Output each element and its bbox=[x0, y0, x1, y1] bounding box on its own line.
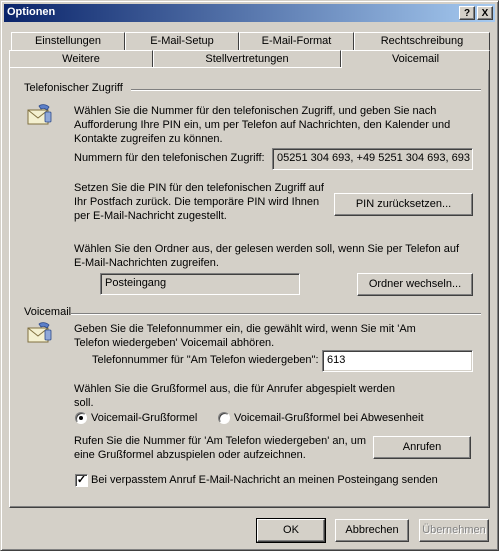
missed-call-checkbox[interactable]: ✓ bbox=[76, 474, 87, 486]
tab-weitere[interactable]: Weitere bbox=[9, 50, 153, 68]
voicemail-heading: Voicemail bbox=[24, 306, 72, 318]
phone-mail-icon bbox=[27, 103, 53, 127]
text-line: E-Mail-Nachrichten zugreifen. bbox=[74, 257, 219, 269]
text-line: Wählen Sie die Nummer für den telefonischen Zugriff, und geben Sie nach bbox=[74, 105, 437, 117]
help-icon: ? bbox=[463, 8, 471, 19]
section-divider bbox=[131, 89, 481, 91]
call-text bbox=[74, 434, 366, 462]
text-line: Ihr Postfach zurück. Die temporäre PIN wird Ihnen bbox=[74, 196, 320, 208]
text-line: per E-Mail-Nachricht zugestellt. bbox=[74, 210, 227, 222]
reset-pin-button[interactable]: PIN zurücksetzen... bbox=[334, 193, 473, 216]
ok-button[interactable]: OK bbox=[257, 519, 325, 542]
text-line: Telefon wiedergeben' Voicemail abhören. bbox=[74, 337, 275, 349]
tab-rechtschreibung[interactable]: Rechtschreibung bbox=[354, 32, 490, 50]
text-line: Kontakte zugreifen zu können. bbox=[74, 133, 223, 145]
play-phone-label: Telefonnummer für "Am Telefon wiedergeben": bbox=[92, 354, 319, 366]
text-line: Aufforderung Ihre PIN ein, um per Telefon auf Nachrichten, den Kalender und bbox=[74, 119, 451, 131]
phone-access-heading: Telefonischer Zugriff bbox=[24, 82, 123, 94]
cancel-button[interactable]: Abbrechen bbox=[335, 519, 409, 542]
folder-text bbox=[74, 242, 459, 270]
text-line: soll. bbox=[74, 397, 94, 409]
section-divider bbox=[71, 313, 481, 315]
greeting-text bbox=[74, 382, 395, 410]
tab-email-setup[interactable]: E-Mail-Setup bbox=[125, 32, 239, 50]
tab-stellvertretungen[interactable]: Stellvertretungen bbox=[153, 50, 341, 68]
folder-field: Posteingang bbox=[100, 273, 300, 295]
help-button[interactable] bbox=[459, 6, 475, 20]
access-numbers-label: Nummern für den telefonischen Zugriff: bbox=[74, 152, 265, 164]
window-title: Optionen bbox=[7, 6, 56, 18]
change-folder-button[interactable]: Ordner wechseln... bbox=[357, 273, 473, 296]
phone-access-intro bbox=[74, 104, 450, 146]
play-phone-input[interactable]: 613 bbox=[322, 350, 473, 372]
text-line: Setzen Sie die PIN für den telefonischen Zugriff auf bbox=[74, 182, 324, 194]
greeting-option-label: Voicemail-Grußformel bbox=[91, 412, 198, 424]
title-bar bbox=[4, 4, 495, 22]
tab-einstellungen[interactable]: Einstellungen bbox=[11, 32, 125, 50]
voicemail-icon bbox=[27, 321, 53, 345]
greeting-option-label: Voicemail-Grußformel bei Abwesenheit bbox=[234, 412, 424, 424]
tab-email-format[interactable]: E-Mail-Format bbox=[239, 32, 354, 50]
greeting-radio-absence[interactable] bbox=[218, 412, 230, 424]
text-line: Wählen Sie die Grußformel aus, die für Anrufer abgespielt werden bbox=[74, 383, 395, 395]
close-button[interactable] bbox=[477, 6, 493, 20]
voicemail-intro bbox=[74, 322, 416, 350]
apply-button[interactable]: Übernehmen bbox=[419, 519, 489, 542]
missed-call-label: Bei verpasstem Anruf E-Mail-Nachricht an meinen Posteingang senden bbox=[91, 474, 438, 486]
tab-voicemail[interactable]: Voicemail bbox=[341, 50, 490, 68]
greeting-radio-standard[interactable] bbox=[75, 412, 87, 424]
pin-text bbox=[74, 181, 324, 223]
call-button[interactable]: Anrufen bbox=[373, 436, 471, 459]
text-line: eine Grußformel abzuspielen oder aufzeichnen. bbox=[74, 449, 306, 461]
text-line: Wählen Sie den Ordner aus, der gelesen werden soll, wenn Sie per Telefon auf bbox=[74, 243, 460, 255]
text-line: Rufen Sie die Nummer für 'Am Telefon wiedergeben' an, um bbox=[74, 435, 366, 447]
close-icon: X bbox=[481, 8, 489, 19]
text-line: Geben Sie die Telefonnummer ein, die gewählt wird, wenn Sie mit 'Am bbox=[74, 323, 416, 335]
access-numbers-field[interactable]: 05251 304 693, +49 5251 304 693, 693 bbox=[272, 148, 473, 170]
